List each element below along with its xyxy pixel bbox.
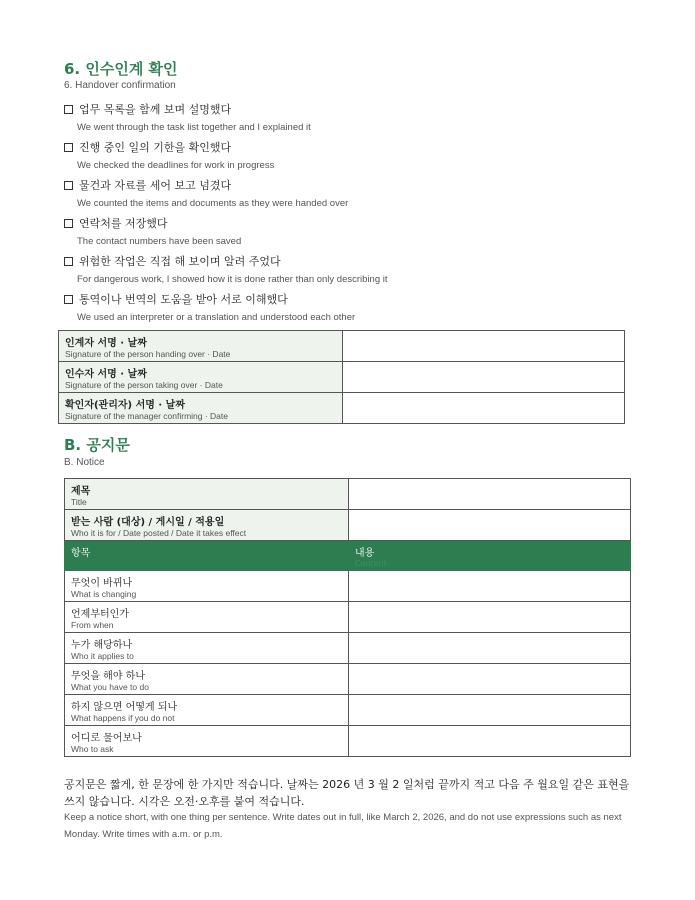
section-b-title: B. 공지문 — [64, 436, 130, 454]
notice-row-field[interactable] — [349, 571, 631, 602]
checkbox[interactable] — [64, 143, 73, 152]
checklist-item-en: The contact numbers have been saved — [77, 236, 242, 247]
notice-row-field[interactable] — [349, 602, 631, 633]
checklist-item-ko: 업무 목록을 함께 보며 설명했다 — [79, 103, 232, 116]
row-label-en: Who to ask — [71, 744, 114, 754]
notice-row-label — [65, 571, 349, 602]
notice-row — [65, 726, 631, 757]
notice-field-label — [65, 479, 349, 510]
field-label-ko: 받는 사람 (대상) / 게시일 / 적용일 — [71, 517, 225, 528]
field-label-en: Title — [71, 497, 87, 507]
notice-row — [65, 571, 631, 602]
row-label-ko: 무엇이 바뀌나 — [71, 578, 133, 589]
signature-table — [58, 330, 625, 424]
row-label-en: Who it applies to — [71, 651, 134, 661]
section-6-subtitle: 6. Handover confirmation — [64, 80, 176, 91]
column-content-label-en: Content — [355, 559, 387, 568]
notice-row-field[interactable] — [349, 664, 631, 695]
notice-row — [65, 664, 631, 695]
row-label-ko: 어디로 물어보나 — [71, 733, 142, 744]
checkbox[interactable] — [64, 105, 73, 114]
row-label-en: What you have to do — [71, 682, 149, 692]
signature-label-ko: 인계자 서명 · 날짜 — [65, 338, 147, 349]
checklist-item-en: We went through the task list together and I explained it — [77, 122, 311, 133]
signature-row — [59, 362, 625, 393]
checklist-item — [64, 215, 644, 247]
notice-row-label — [65, 602, 349, 633]
checkbox[interactable] — [64, 257, 73, 266]
column-header-content — [349, 541, 631, 571]
notice-table — [64, 478, 631, 757]
notice-row-field[interactable] — [349, 726, 631, 757]
checklist-item-ko: 물건과 자료를 세어 보고 넘겼다 — [79, 179, 232, 192]
signature-label-ko: 인수자 서명 · 날짜 — [65, 369, 147, 380]
row-label-ko: 언제부터인가 — [71, 609, 129, 620]
checklist-item-ko: 위험한 작업은 직접 해 보이며 알려 주었다 — [79, 255, 281, 268]
checklist-item — [64, 177, 644, 209]
signature-field[interactable] — [343, 393, 625, 424]
checklist-item — [64, 253, 644, 285]
checkbox[interactable] — [64, 219, 73, 228]
row-label-en: From when — [71, 620, 114, 630]
checklist-item — [64, 291, 644, 323]
notice-row — [65, 633, 631, 664]
row-label-en: What happens if you do not — [71, 713, 175, 723]
checkbox[interactable] — [64, 181, 73, 190]
signature-field[interactable] — [343, 331, 625, 362]
notice-header-row — [65, 510, 631, 541]
field-label-en: Who it is for / Date posted / Date it takes effect — [71, 528, 247, 538]
section-b-subtitle: B. Notice — [64, 457, 105, 468]
signature-row — [59, 393, 625, 424]
column-header-item — [65, 541, 349, 571]
closing-note-ko: 공지문은 짧게, 한 문장에 한 가지만 적습니다. 날짜는 2026 년 3 월 2 일처럼 끝까지 적고 다음 주 월요일 같은 표현을 쓰지 않습니다. 시각은 오전·오후를 붙여 적습니다. — [64, 778, 630, 808]
notice-row-label — [65, 633, 349, 664]
checklist-item-en: We checked the deadlines for work in progress — [77, 160, 275, 171]
notice-title-field[interactable] — [349, 479, 631, 510]
notice-column-header — [65, 541, 631, 571]
checklist-item-ko: 진행 중인 일의 기한을 확인했다 — [79, 141, 232, 154]
notice-header-row — [65, 479, 631, 510]
notice-audience-field[interactable] — [349, 510, 631, 541]
notice-row — [65, 695, 631, 726]
checklist-item-ko: 통역이나 번역의 도움을 받아 서로 이해했다 — [79, 293, 288, 306]
notice-row-label — [65, 664, 349, 695]
field-label-ko: 제목 — [71, 486, 91, 497]
checklist-item-en: We counted the items and documents as they were handed over — [77, 198, 349, 209]
signature-label — [59, 331, 343, 362]
checklist-item-ko: 연락처를 저장했다 — [79, 217, 168, 230]
signature-row — [59, 331, 625, 362]
column-item-label: 항목 — [71, 548, 91, 559]
closing-note-en: Keep a notice short, with one thing per sentence. Write dates out in full, like March 2, 2026, and do not use expressions such as next Monday. Write times with a.m. or p.m. — [64, 812, 622, 840]
notice-field-label — [65, 510, 349, 541]
signature-label-en: Signature of the person handing over · Date — [65, 349, 231, 359]
notice-row-field[interactable] — [349, 695, 631, 726]
row-label-ko: 무엇을 해야 하나 — [71, 671, 145, 682]
checklist-item — [64, 139, 644, 171]
signature-field[interactable] — [343, 362, 625, 393]
notice-row-label — [65, 695, 349, 726]
notice-row-field[interactable] — [349, 633, 631, 664]
row-label-ko: 하지 않으면 어떻게 되나 — [71, 702, 178, 713]
signature-label — [59, 393, 343, 424]
column-content-label: 내용 — [355, 548, 375, 559]
checklist-item-en: For dangerous work, I showed how it is done rather than only describing it — [77, 274, 388, 285]
checklist-item-en: We used an interpreter or a translation and understood each other — [77, 312, 356, 323]
checklist-item — [64, 101, 644, 133]
row-label-en: What is changing — [71, 589, 137, 599]
signature-label-ko: 확인자(관리자) 서명 · 날짜 — [65, 400, 185, 411]
signature-label — [59, 362, 343, 393]
notice-row — [65, 602, 631, 633]
checkbox[interactable] — [64, 295, 73, 304]
signature-label-en: Signature of the person taking over · Date — [65, 380, 223, 390]
notice-row-label — [65, 726, 349, 757]
signature-label-en: Signature of the manager confirming · Date — [65, 411, 229, 421]
section-6-title: 6. 인수인계 확인 — [64, 60, 178, 78]
row-label-ko: 누가 해당하나 — [71, 640, 133, 651]
